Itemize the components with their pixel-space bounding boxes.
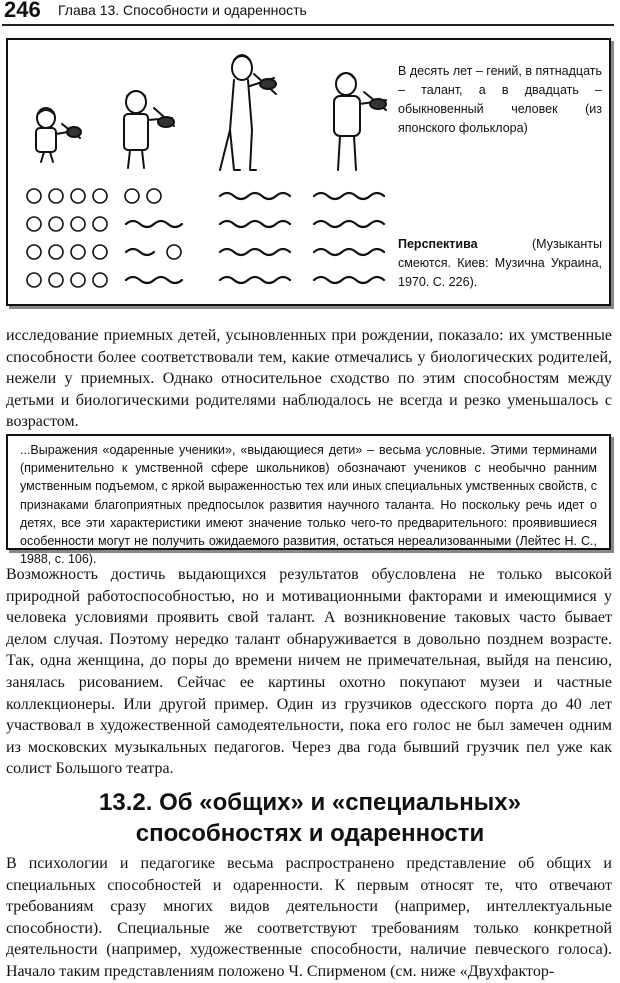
- paragraph-adoption-study: исследование приемных детей, усыновленных при рождении, показало: их умственные способности более соответствовали тем, какие отмечались у биологических родителей, нежели у приемных. Однако относительное сходство по этим способностям между детьми и биологическими родителями наблюдалось не всегда и резко уменьшалось с возрастом.: [6, 327, 612, 431]
- figure-source-caption: [398, 235, 602, 292]
- quote-box: [6, 434, 611, 567]
- teen-violinist-figure: [124, 91, 174, 168]
- quote-text: ...Выражения «одаренные ученики», «выдающиеся дети» – весьма условные. Этими терминами (применительно к умственной сфере школьников) обозначают учеников с необычно ранним умственным подъемом, с яркой выраженностью тех или иных специальных умственных свойств, с признаками благоприятных предпосылок развития научного таланта. Но поскольку речь идет о детях, все эти характеристики имеют значение только чего-то предварительного: проявившиеся особенности могут не получить ожидаемого развития, остаться нереализованными (Лейтес Н. С., 1988, с. 106).: [20, 443, 597, 567]
- audience-heads: [27, 189, 181, 287]
- child-violinist-figure: [36, 108, 81, 162]
- section-heading: [0, 787, 620, 849]
- chapter-title: Глава 13. Способности и одаренность: [58, 2, 307, 18]
- adult-violinist-figure: [220, 55, 276, 170]
- paragraph-late-talent: Возможность достичь выдающихся результатов обусловлена не только высокой природной работоспособностью, но и мотивационными факторами и имеющимися у человека условиями проявить свой талант. А возникновение таковых часто бывает делом случая. Поэтому нередко талант обнаруживается в довольно позднем возрасте. Так, одна женщина, до поры до времени ничем не примечательная, выйдя на пенсию, занялась рисованием. Сейчас ее картины охотно покупают музеи и частные коллекционеры. Или другой пример. Один из грузчиков одесского порта до 40 лет участвовал в художественной самодеятельности, пока его голос не был замечен одним из московских музыкальных педагогов. Через два года бывший грузчик пел уже как солист Большого театра.: [6, 566, 612, 778]
- section-heading-line2: способностях и одаренности: [135, 820, 485, 847]
- paragraph-general-special: В психологии и педагогике весьма распространено представление об общих и специальных способностей и одаренности. К первым относят те, что отвечают требованиям сразу многих видов деятельности (например, интеллектуальные способности). Специальные же соответствуют требованиям только конкретной деятельности (например, художественные способности, наличие певческого голоса). Начало таким представлениям положено Ч. Спирменом (см. ниже «Двухфактор-: [6, 855, 612, 980]
- epigraph-caption: В десять лет – гений, в пятнадцать – талант, а в двадцать – обыкновенный человек (из японского фольклора): [398, 64, 602, 135]
- page-header: [2, 0, 614, 26]
- section-heading-line1: 13.2. Об «общих» и «специальных»: [99, 789, 521, 816]
- illustration-box: [6, 38, 611, 306]
- violinists-cartoon: [14, 46, 394, 298]
- wavy-lines: [126, 193, 384, 283]
- man-violinist-figure: [334, 73, 386, 170]
- figure-source-details: (Музыканты смеются. Киев: Музична Украина, 1970. С. 226).: [398, 237, 602, 289]
- figure-source-title: Перспектива: [398, 237, 478, 251]
- page-number: 246: [4, 0, 41, 22]
